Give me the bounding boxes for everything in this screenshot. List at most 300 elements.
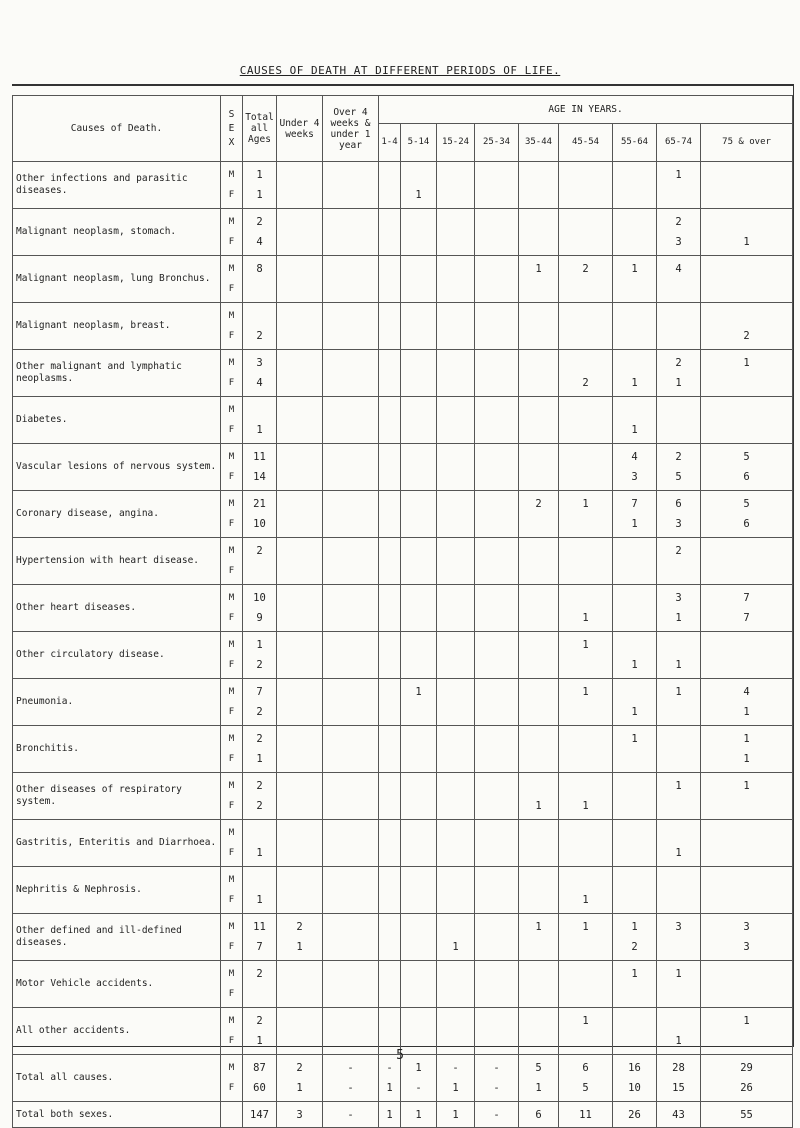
- age-cell: 2: [519, 491, 559, 538]
- age-cell: [437, 444, 475, 491]
- age-cell: [701, 256, 793, 303]
- total-cell: 1 1: [243, 162, 277, 209]
- age-cell: 29 26: [701, 1055, 793, 1102]
- age-cell: [379, 162, 401, 209]
- age-cell: [437, 585, 475, 632]
- age-cell: [613, 162, 657, 209]
- age-cell: 2 1: [657, 350, 701, 397]
- total-cell: 2: [243, 538, 277, 585]
- age-cell: 1: [379, 1102, 401, 1128]
- under-4-weeks-cell: [277, 256, 323, 303]
- age-cell: [437, 397, 475, 444]
- age-cell: 1: [559, 632, 613, 679]
- age-cell: [475, 679, 519, 726]
- table-row: [13, 491, 793, 538]
- over-4-weeks-cell: [323, 585, 379, 632]
- age-cell: [559, 961, 613, 1008]
- age-cell: 4 3: [613, 444, 657, 491]
- table-row: [13, 303, 793, 350]
- sex-cell: M F: [221, 209, 243, 256]
- age-header: 75 & over: [701, 124, 793, 162]
- age-cell: 43: [657, 1102, 701, 1128]
- age-cell: [437, 350, 475, 397]
- over-4-weeks-cell: [323, 491, 379, 538]
- sex-cell: M F: [221, 585, 243, 632]
- sex-cell: M F: [221, 726, 243, 773]
- age-cell: [437, 679, 475, 726]
- age-cell: 1: [437, 1102, 475, 1128]
- sex-cell: M F: [221, 397, 243, 444]
- age-cell: [519, 679, 559, 726]
- table-row: [13, 444, 793, 491]
- under-4-weeks-cell: [277, 491, 323, 538]
- age-cell: 1: [701, 773, 793, 820]
- under-4-weeks-cell: [277, 209, 323, 256]
- cause-label: Other heart diseases.: [13, 585, 221, 632]
- both-sexes-row: [13, 1102, 793, 1128]
- age-cell: [559, 538, 613, 585]
- table-row: [13, 820, 793, 867]
- sex-cell: M F: [221, 820, 243, 867]
- age-cell: [475, 444, 519, 491]
- age-cell: [379, 773, 401, 820]
- age-cell: [701, 538, 793, 585]
- age-cell: [379, 444, 401, 491]
- sex-cell: M F: [221, 256, 243, 303]
- age-cell: [379, 726, 401, 773]
- under-4-weeks-cell: 2 1: [277, 914, 323, 961]
- age-cell: -: [475, 1102, 519, 1128]
- age-cell: [401, 256, 437, 303]
- age-cell: [475, 726, 519, 773]
- under-4-weeks-cell: [277, 961, 323, 1008]
- total-cell: 3 4: [243, 350, 277, 397]
- age-cell: 3: [657, 914, 701, 961]
- cause-label: Malignant neoplasm, lung Bronchus.: [13, 256, 221, 303]
- over-4-weeks-cell: [323, 256, 379, 303]
- age-cell: [613, 820, 657, 867]
- age-cell: [437, 820, 475, 867]
- age-cell: [379, 867, 401, 914]
- age-cell: [401, 914, 437, 961]
- age-cell: [379, 632, 401, 679]
- age-cell: [379, 538, 401, 585]
- cause-label: Gastritis, Enteritis and Diarrhoea.: [13, 820, 221, 867]
- age-cell: [701, 867, 793, 914]
- over-4-weeks-cell: [323, 679, 379, 726]
- table-row: [13, 773, 793, 820]
- table-row: [13, 961, 793, 1008]
- under-4-weeks-cell: [277, 820, 323, 867]
- age-cell: [437, 162, 475, 209]
- cause-label: Other circulatory disease.: [13, 632, 221, 679]
- total-cell: 1: [243, 820, 277, 867]
- age-cell: [519, 961, 559, 1008]
- total-cell: 147: [243, 1102, 277, 1128]
- age-cell: 1: [613, 256, 657, 303]
- cause-label: Vascular lesions of nervous system.: [13, 444, 221, 491]
- age-cell: [559, 820, 613, 867]
- total-cell: 11 7: [243, 914, 277, 961]
- cause-label: Diabetes.: [13, 397, 221, 444]
- age-cell: [559, 444, 613, 491]
- age-cell: [559, 397, 613, 444]
- under-4-weeks-cell: [277, 162, 323, 209]
- age-cell: 1: [613, 397, 657, 444]
- age-cell: [475, 585, 519, 632]
- age-header: 45-54: [559, 124, 613, 162]
- age-cell: 1: [559, 914, 613, 961]
- age-cell: [379, 679, 401, 726]
- age-cell: [559, 303, 613, 350]
- table-row: [13, 585, 793, 632]
- age-cell: [701, 820, 793, 867]
- age-cell: [475, 350, 519, 397]
- sex-header: S E X: [221, 96, 243, 162]
- over-4-weeks-cell: [323, 632, 379, 679]
- age-cell: - 1: [437, 1055, 475, 1102]
- age-cell: 1: [657, 1008, 701, 1055]
- over-4-weeks-cell: [323, 162, 379, 209]
- age-cell: 2: [701, 303, 793, 350]
- age-cell: [475, 209, 519, 256]
- age-cell: - -: [475, 1055, 519, 1102]
- age-cell: [519, 867, 559, 914]
- total-cell: 2 1: [243, 1008, 277, 1055]
- over-4-weeks-cell: [323, 914, 379, 961]
- age-cell: [437, 209, 475, 256]
- age-cell: [379, 491, 401, 538]
- total-cell: 11 14: [243, 444, 277, 491]
- age-cell: [475, 538, 519, 585]
- age-cell: 1: [519, 773, 559, 820]
- age-cell: 5 6: [701, 444, 793, 491]
- sex-cell: M F: [221, 961, 243, 1008]
- under-4-weeks-cell: [277, 350, 323, 397]
- cause-label: Hypertension with heart disease.: [13, 538, 221, 585]
- over-4-weeks-cell: [323, 538, 379, 585]
- age-cell: 2: [657, 538, 701, 585]
- age-cell: 28 15: [657, 1055, 701, 1102]
- cause-label: Other defined and ill-defined diseases.: [13, 914, 221, 961]
- age-cell: [519, 585, 559, 632]
- age-cell: [519, 162, 559, 209]
- total-all-ages-header: Total all Ages: [243, 96, 277, 162]
- age-cell: [519, 820, 559, 867]
- under-4-weeks-cell: [277, 303, 323, 350]
- age-cell: [613, 773, 657, 820]
- sex-cell: M F: [221, 491, 243, 538]
- table-row: [13, 350, 793, 397]
- sex-cell: M F: [221, 303, 243, 350]
- under-4-weeks-header: Under 4 weeks: [277, 96, 323, 162]
- age-cell: 1: [437, 914, 475, 961]
- age-cell: 5 6: [701, 491, 793, 538]
- over-4-weeks-cell: [323, 209, 379, 256]
- age-cell: [437, 632, 475, 679]
- cause-label: All other accidents.: [13, 1008, 221, 1055]
- age-cell: [559, 209, 613, 256]
- total-cell: 10 9: [243, 585, 277, 632]
- age-cell: 1: [657, 679, 701, 726]
- cause-label: Nephritis & Nephrosis.: [13, 867, 221, 914]
- age-cell: [437, 773, 475, 820]
- over-4-weeks-cell: [323, 303, 379, 350]
- age-cell: [437, 867, 475, 914]
- under-4-weeks-cell: [277, 679, 323, 726]
- age-cell: [701, 961, 793, 1008]
- age-cell: [401, 538, 437, 585]
- age-cell: [475, 491, 519, 538]
- age-cell: [401, 632, 437, 679]
- age-cell: 2 5: [657, 444, 701, 491]
- age-cell: 4: [657, 256, 701, 303]
- cause-label: Malignant neoplasm, stomach.: [13, 209, 221, 256]
- total-cell: 2 1: [243, 726, 277, 773]
- age-cell: [613, 209, 657, 256]
- age-cell: 1: [701, 209, 793, 256]
- age-cell: 1: [401, 162, 437, 209]
- table-row: [13, 726, 793, 773]
- table-row: [13, 914, 793, 961]
- age-cell: 1: [657, 162, 701, 209]
- under-4-weeks-cell: [277, 726, 323, 773]
- age-cell: [613, 303, 657, 350]
- age-cell: [475, 773, 519, 820]
- age-cell: [519, 444, 559, 491]
- table-row: [13, 162, 793, 209]
- table-row: [13, 256, 793, 303]
- age-cell: 1: [559, 867, 613, 914]
- over-4-weeks-cell: [323, 867, 379, 914]
- age-cell: 5 1: [519, 1055, 559, 1102]
- age-header: 55-64: [613, 124, 657, 162]
- age-cell: 1 2: [613, 914, 657, 961]
- age-cell: [401, 961, 437, 1008]
- under-4-weeks-cell: [277, 585, 323, 632]
- cause-label: Pneumonia.: [13, 679, 221, 726]
- sex-cell: M F: [221, 1055, 243, 1102]
- age-cell: 1: [559, 585, 613, 632]
- table-row: [13, 632, 793, 679]
- sex-cell: M F: [221, 773, 243, 820]
- age-cell: [475, 256, 519, 303]
- age-cell: 7 1: [613, 491, 657, 538]
- age-header: 1-4: [379, 124, 401, 162]
- age-cell: 1: [701, 1008, 793, 1055]
- cause-label: Other diseases of respiratory system.: [13, 773, 221, 820]
- age-cell: [475, 303, 519, 350]
- age-cell: [379, 256, 401, 303]
- age-cell: 4 1: [701, 679, 793, 726]
- age-cell: [401, 867, 437, 914]
- age-cell: 1: [613, 726, 657, 773]
- cause-label: Motor Vehicle accidents.: [13, 961, 221, 1008]
- under-4-weeks-cell: 3: [277, 1102, 323, 1128]
- sex-cell: M F: [221, 350, 243, 397]
- age-cell: [437, 961, 475, 1008]
- under-4-weeks-cell: [277, 867, 323, 914]
- causes-of-death-table: [12, 95, 793, 1128]
- cause-label: Malignant neoplasm, breast.: [13, 303, 221, 350]
- age-cell: [379, 961, 401, 1008]
- age-cell: 1: [519, 256, 559, 303]
- age-cell: 1: [701, 350, 793, 397]
- total-cell: 7 2: [243, 679, 277, 726]
- age-cell: [657, 303, 701, 350]
- age-cell: [519, 538, 559, 585]
- age-cell: [437, 303, 475, 350]
- age-cell: [379, 209, 401, 256]
- table-row: [13, 867, 793, 914]
- age-cell: [401, 773, 437, 820]
- age-cell: 16 10: [613, 1055, 657, 1102]
- over-4-weeks-header: Over 4 weeks & under 1 year: [323, 96, 379, 162]
- age-cell: [401, 585, 437, 632]
- age-cell: 1: [613, 679, 657, 726]
- page-title: CAUSES OF DEATH AT DIFFERENT PERIODS OF LIFE.: [239, 64, 561, 77]
- age-cell: 1: [559, 1008, 613, 1055]
- table-row: [13, 538, 793, 585]
- age-cell: [701, 162, 793, 209]
- age-cell: 1: [401, 1102, 437, 1128]
- age-cell: [401, 726, 437, 773]
- over-4-weeks-cell: - -: [323, 1055, 379, 1102]
- age-cell: [401, 397, 437, 444]
- over-4-weeks-cell: [323, 350, 379, 397]
- age-cell: [701, 397, 793, 444]
- age-cell: [401, 491, 437, 538]
- age-cell: 1: [657, 820, 701, 867]
- under-4-weeks-cell: 2 1: [277, 1055, 323, 1102]
- sex-cell: M F: [221, 914, 243, 961]
- age-cell: 11: [559, 1102, 613, 1128]
- age-header: 65-74: [657, 124, 701, 162]
- cause-header: Causes of Death.: [13, 96, 221, 162]
- sex-cell: M F: [221, 162, 243, 209]
- over-4-weeks-cell: [323, 820, 379, 867]
- age-cell: [475, 162, 519, 209]
- total-cell: 21 10: [243, 491, 277, 538]
- age-cell: [559, 726, 613, 773]
- table-row: [13, 209, 793, 256]
- age-cell: [379, 350, 401, 397]
- age-cell: [613, 867, 657, 914]
- age-in-years-header: AGE IN YEARS.: [379, 96, 793, 124]
- age-cell: - 1: [379, 1055, 401, 1102]
- age-cell: [519, 350, 559, 397]
- age-cell: [613, 585, 657, 632]
- total-cell: 2 2: [243, 773, 277, 820]
- under-4-weeks-cell: [277, 632, 323, 679]
- age-cell: 1: [613, 961, 657, 1008]
- age-cell: [519, 726, 559, 773]
- age-cell: [701, 632, 793, 679]
- age-cell: 1: [613, 350, 657, 397]
- age-cell: [559, 162, 613, 209]
- age-cell: [379, 820, 401, 867]
- age-cell: [657, 726, 701, 773]
- age-cell: 1 -: [401, 1055, 437, 1102]
- age-cell: 1: [613, 632, 657, 679]
- table-row: [13, 397, 793, 444]
- cause-label: Other malignant and lymphatic neoplasms.: [13, 350, 221, 397]
- age-cell: 6 5: [559, 1055, 613, 1102]
- cause-label: Coronary disease, angina.: [13, 491, 221, 538]
- age-cell: [657, 867, 701, 914]
- age-cell: [475, 867, 519, 914]
- age-cell: [519, 397, 559, 444]
- age-cell: 3 3: [701, 914, 793, 961]
- age-cell: [437, 538, 475, 585]
- age-header: 5-14: [401, 124, 437, 162]
- age-cell: 2: [559, 350, 613, 397]
- sex-cell: M F: [221, 679, 243, 726]
- age-cell: [379, 585, 401, 632]
- age-cell: [519, 209, 559, 256]
- age-cell: [475, 632, 519, 679]
- age-cell: 2: [559, 256, 613, 303]
- age-cell: [379, 397, 401, 444]
- age-cell: [401, 350, 437, 397]
- table-row: [13, 679, 793, 726]
- age-header: 35-44: [519, 124, 559, 162]
- age-cell: 1: [519, 914, 559, 961]
- age-cell: 1: [559, 679, 613, 726]
- total-cell: 2 4: [243, 209, 277, 256]
- age-cell: [613, 538, 657, 585]
- age-cell: 1: [559, 773, 613, 820]
- age-cell: [401, 444, 437, 491]
- age-cell: [379, 303, 401, 350]
- age-cell: [475, 820, 519, 867]
- age-cell: 26: [613, 1102, 657, 1128]
- over-4-weeks-cell: [323, 397, 379, 444]
- age-cell: 1: [559, 491, 613, 538]
- age-cell: [401, 303, 437, 350]
- sex-cell: M F: [221, 538, 243, 585]
- under-4-weeks-cell: [277, 538, 323, 585]
- sex-cell: M F: [221, 444, 243, 491]
- age-cell: 1: [657, 632, 701, 679]
- total-cell: 1 2: [243, 632, 277, 679]
- age-cell: 6 3: [657, 491, 701, 538]
- age-cell: [437, 491, 475, 538]
- under-4-weeks-cell: [277, 444, 323, 491]
- age-cell: 1 1: [701, 726, 793, 773]
- age-header: 25-34: [475, 124, 519, 162]
- over-4-weeks-cell: [323, 961, 379, 1008]
- age-cell: 1: [657, 961, 701, 1008]
- age-cell: [401, 820, 437, 867]
- age-cell: [437, 726, 475, 773]
- age-cell: [519, 632, 559, 679]
- age-cell: 2 3: [657, 209, 701, 256]
- age-cell: 3 1: [657, 585, 701, 632]
- total-cell: 1: [243, 867, 277, 914]
- age-header: 15-24: [437, 124, 475, 162]
- sex-cell: M F: [221, 1008, 243, 1055]
- age-cell: [401, 209, 437, 256]
- sex-cell: M F: [221, 867, 243, 914]
- cause-label: Total all causes.: [13, 1055, 221, 1102]
- age-cell: 55: [701, 1102, 793, 1128]
- age-cell: [379, 914, 401, 961]
- over-4-weeks-cell: -: [323, 1102, 379, 1128]
- total-cell: 2: [243, 961, 277, 1008]
- cause-label: Other infections and parasitic diseases.: [13, 162, 221, 209]
- total-cell: 8: [243, 256, 277, 303]
